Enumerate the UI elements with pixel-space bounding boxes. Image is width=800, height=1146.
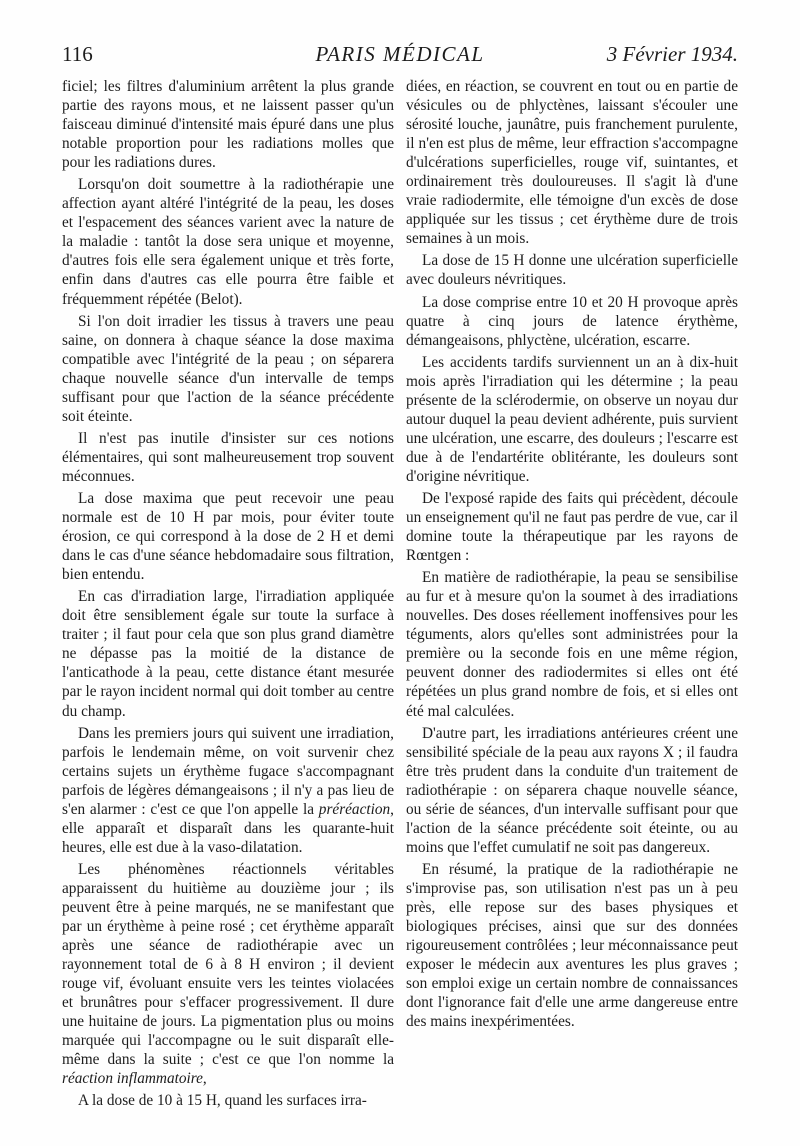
issue-date: 3 Février 1934.	[606, 42, 738, 66]
paragraph	[62, 724, 394, 857]
paragraph: Lorsqu'on doit soumettre à la radiothérapie une affection ayant altéré l'intégrité de la peau, les doses et l'espacement des séances varient avec la nature de la maladie : tantôt la dose sera unique et moyenne, d'autres fois elle sera également unique et très forte, enfin dans d'autres cas elle pourra être faible et fréquemment répétée (Belot).	[62, 176, 394, 308]
paragraph: La dose de 15 H donne une ulcération superficielle avec douleurs névritiques.	[406, 252, 738, 289]
left-column	[62, 77, 394, 1113]
italic-term: préréaction	[318, 800, 391, 818]
paragraph: En résumé, la pratique de la radiothérapie ne s'improvise pas, son utilisation n'est pas un à peu près, elle repose sur des bases physiques et biologiques précises, ainsi que sur des données rigoureusement contrôlées ; leur méconnaissance peut exposer le médecin aux aventures les plus graves ; son emploi exige un certain nombre de connaissances dont l'ignorance fait d'elle une arme dangereuse entre des mains inexpérimentées.	[406, 860, 738, 1031]
paragraph: En matière de radiothérapie, la peau se sensibilise au fur et à mesure qu'on la soumet à des irradiations nouvelles. Des doses réellement inoffensives pour les téguments, alors qu'elles sont administrées pour la première ou la seconde fois en une même région, peuvent donner des radiodermites si elles ont été répétées un plus grand nombre de fois, et si elles ont été mal calculées.	[406, 569, 738, 720]
text-run: Dans les premiers jours qui suivent une irradiation, parfois le lendemain même, on voit survenir chez certains sujets un érythème fugace s'accompagnant parfois de légères démangeaisons ; il n'y a pas lieu de s'en alarmer : c'est ce que l'on appelle la	[62, 724, 394, 818]
italic-term: réaction inflammatoire	[62, 1070, 203, 1088]
paragraph: A la dose de 10 à 15 H, quand les surfaces irra-	[78, 1092, 367, 1110]
text-run: Les phénomènes réactionnels véritables apparaissent du huitième au douzième jour ; ils peuvent être à peine marqués, ne se manifestant que par un érythème à peine rosé ; cet érythème apparaît après une séance de radiothérapie avec un rayonnement total de 6 à 8 H environ ; il devient rouge vif, évoluant ensuite vers les teintes violacées et brunâtres pour s'effacer progressivement. Il dure une huitaine de jours. La pigmentation plus ou moins marquée qui l'accompagne ou le suit disparaît elle-même dans la suite ; c'est ce que l'on nomme la	[62, 860, 394, 1069]
text-run: , elle apparaît et disparaît dans les quarante-huit heures, elle est due à la vaso-dilatation.	[62, 800, 394, 856]
paragraph: diées, en réaction, se couvrent en tout ou en partie de vésicules ou de phlyctènes, laissant s'écouler une sérosité louche, jaunâtre, puis franchement purulente, il n'en est plus de même, leur effraction s'accompagne d'ulcérations superficielles, rouge vif, suintantes, et ordinairement très douloureuses. Il s'agit là d'une vraie radiodermite, elle témoigne d'un excès de dose appliquée sur les tissus ; cet érythème dure de trois semaines à un mois.	[406, 78, 738, 248]
paragraph: Si l'on doit irradier les tissus à travers une peau saine, on donnera à chaque séance la dose maxima compatible avec l'intégrité de la peau ; on séparera chaque nouvelle séance d'un intervalle de temps suffisant pour que l'action de la séance précédente soit éteinte.	[62, 312, 394, 425]
paragraph: ficiel; les filtres d'aluminium arrêtent la plus grande partie des rayons mous, et ne laissent passer qu'un faisceau diminué d'intensité mais épuré dans une plus notable proportion pour les radiations molles que pour les radiations dures.	[62, 78, 394, 172]
page-number: 116	[62, 42, 93, 66]
paragraph: D'autre part, les irradiations antérieures créent une sensibilité spéciale de la peau aux rayons X ; il faudra être très prudent dans la conduite d'un traitement de radiothérapie : on séparera chaque nouvelle séance, ou série de séances, d'un intervalle suffisant pour que l'action de la séance précédente soit éteinte, ou au moins que l'effet cumulatif ne soit pas dangereux.	[406, 724, 738, 856]
text-run: ,	[202, 1070, 207, 1088]
right-column	[406, 77, 738, 1034]
paragraph: La dose comprise entre 10 et 20 H provoque après quatre à cinq jours de latence érythème, démangeaisons, phlyctène, ulcération, escarre.	[406, 293, 738, 349]
paragraph: La dose maxima que peut recevoir une peau normale est de 10 H par mois, pour éviter toute érosion, ce qui correspond à la dose de 2 H et demi dans le cas d'une séance hebdomadaire sous filtration, bien entendu.	[62, 489, 394, 584]
paragraph: En cas d'irradiation large, l'irradiation appliquée doit être sensiblement égale sur toute la surface à traiter ; il faut pour cela que son plus grand diamètre ne dépasse pas la moitié de la distance de l'anticathode à la peau, cette distance étant mesurée par le rayon incident normal qui doit tomber au centre du champ.	[62, 588, 394, 720]
paragraph: Il n'est pas inutile d'insister sur ces notions élémentaires, qui sont malheureusement trop souvent méconnues.	[62, 429, 394, 485]
paragraph	[62, 860, 394, 1089]
paragraph: De l'exposé rapide des faits qui précèdent, découle un enseignement qu'il ne faut pas perdre de vue, car il domine toute la thérapeutique par les rayons de Rœntgen :	[406, 489, 738, 565]
page-header	[62, 42, 738, 72]
paragraph: Les accidents tardifs surviennent un an à dix-huit mois après l'irradiation qui les détermine ; la peau présente de la sclérodermie, on observe un noyau dur autour duquel la peau devient adhérente, puis survient une ulcération, une escarre, des douleurs ; l'escarre est due à de l'endartérite oblitérante, les douleurs sont d'origine névritique.	[406, 353, 738, 485]
journal-title: PARIS MÉDICAL	[315, 42, 485, 66]
